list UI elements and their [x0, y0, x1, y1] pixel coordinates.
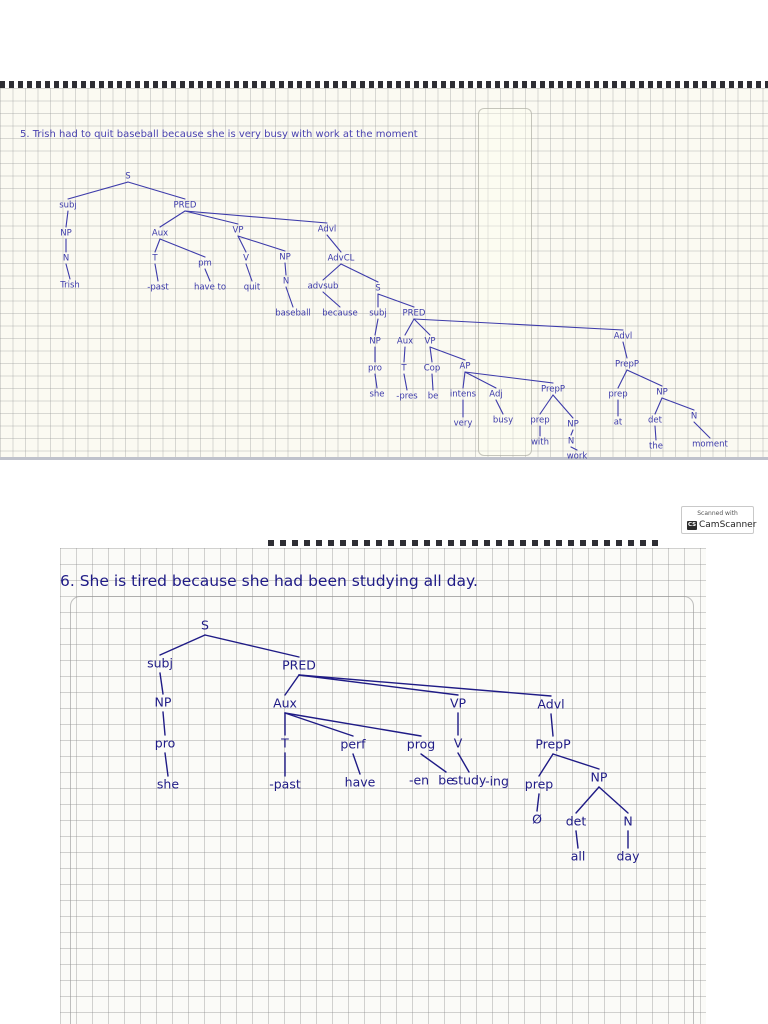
node-subj: subj [369, 308, 387, 319]
node-perf: perf [340, 736, 366, 752]
node-pro: pro [368, 363, 382, 374]
node-because: because [322, 308, 358, 319]
edge-np-to-n [599, 787, 628, 813]
node-subj: subj [147, 655, 173, 671]
node-pro: pro [154, 735, 176, 751]
edge-prepp-to-np [553, 754, 599, 769]
node-advl: Advl [613, 331, 633, 342]
node-aux: Aux [396, 336, 414, 347]
node-v: V [243, 253, 249, 264]
node-prepp: PrepP [614, 359, 640, 370]
badge-caption: Scanned with [697, 510, 738, 517]
edge-v-to-study [458, 753, 469, 772]
badge-brand: CamScanner [699, 520, 757, 530]
edge-det-to-all [576, 831, 578, 848]
node-have-to: have to [193, 282, 227, 293]
node-prep: prep [524, 776, 554, 792]
node-pred: PRED [282, 657, 316, 673]
node-at: at [613, 417, 623, 428]
node-past: -past [147, 282, 169, 293]
edge-pred-to-vp [299, 675, 458, 695]
edge-prepp-to-prep [539, 754, 553, 776]
edge-prog-to-be [421, 754, 446, 772]
node-s: S [201, 617, 209, 633]
node-baseball: baseball [275, 308, 311, 319]
node-have: have [344, 774, 376, 790]
node-vp: VP [424, 336, 436, 347]
node-v: V [453, 735, 463, 751]
node-cop: Cop [423, 363, 441, 374]
sentence-6-text: 6. She is tired because she had been studying all day. [60, 572, 478, 590]
node-aux: Aux [273, 695, 297, 711]
node-be: be [438, 772, 454, 788]
node-advcl: AdvCL [327, 253, 355, 264]
node-prepp: PrepP [535, 736, 571, 752]
node-advsub: advsub [307, 281, 339, 292]
node-with: with [530, 437, 550, 448]
node-np: NP [369, 336, 381, 347]
node-t: T [152, 253, 158, 264]
node-null: Ø [532, 811, 542, 827]
node-past: -past [269, 776, 301, 792]
node-advl: Advl [317, 224, 337, 235]
node-vp: VP [449, 695, 467, 711]
edge-advl-to-prepp [551, 714, 553, 736]
node-prepp: PrepP [540, 384, 566, 395]
node-n: N [623, 813, 633, 829]
node-pred: PRED [173, 200, 197, 211]
edge-pro-to-she [165, 753, 168, 776]
node-aux: Aux [151, 228, 169, 239]
edge-pred-to-aux [285, 675, 299, 695]
node-work: work [566, 451, 588, 462]
node-moment: moment [692, 439, 728, 450]
node-the: the [649, 441, 663, 452]
node-det: det [565, 813, 587, 829]
node-np: NP [154, 694, 172, 710]
node-t: T [281, 735, 289, 751]
node-t: T [401, 363, 407, 374]
node-pred: PRED [402, 308, 426, 319]
edge-perf-to-have [353, 754, 360, 774]
edge-np-to-pro [163, 712, 165, 735]
node-pm: pm [198, 258, 212, 269]
node-be: be [427, 391, 439, 402]
node-s: S [375, 283, 381, 294]
node-all: all [570, 848, 586, 864]
node-ap: AP [459, 361, 471, 372]
node-n: N [567, 436, 575, 447]
node-prog: prog [406, 736, 436, 752]
node-np: NP [60, 228, 72, 239]
node-np: NP [656, 387, 668, 398]
node-intens: intens [449, 389, 477, 400]
edge-np-to-det [576, 787, 599, 813]
camscanner-logo-icon: CS [687, 522, 697, 528]
node-busy: busy [492, 415, 514, 426]
node-adj: Adj [489, 389, 503, 400]
node-np: NP [567, 419, 579, 430]
node-ing: -ing [485, 773, 509, 789]
edge-aux-to-prog [285, 713, 421, 736]
node-n: N [282, 276, 290, 287]
node-n: N [690, 411, 698, 422]
node-day: day [616, 848, 640, 864]
node-prep: prep [608, 389, 628, 400]
node-she: she [156, 776, 180, 792]
edge-s-to-pred [205, 635, 299, 657]
node-np: NP [279, 252, 291, 263]
sentence-5-text: 5. Trish had to quit baseball because she is very busy with work at the moment [20, 129, 418, 140]
node-pres: -pres [396, 391, 418, 402]
edge-aux-to-perf [285, 713, 353, 736]
node-det: det [648, 415, 662, 426]
edge-pred-to-advl [299, 675, 551, 696]
node-study: study [451, 772, 487, 788]
node-trish: Trish [60, 280, 80, 291]
node-she: she [369, 389, 385, 400]
node-n: N [62, 253, 70, 264]
node-np: NP [590, 769, 608, 785]
node-quit: quit [243, 282, 261, 293]
edge-s-to-subj [160, 635, 205, 655]
node-s: S [125, 171, 131, 182]
edge-subj-to-np [160, 673, 163, 694]
node-advl: Advl [537, 696, 565, 712]
node-subj: subj [59, 200, 77, 211]
node-prep: prep [530, 415, 550, 426]
node-vp: VP [232, 225, 244, 236]
edge-prep-to-null [537, 794, 539, 811]
node-en: -en [408, 772, 430, 788]
node-very: very [453, 418, 473, 429]
